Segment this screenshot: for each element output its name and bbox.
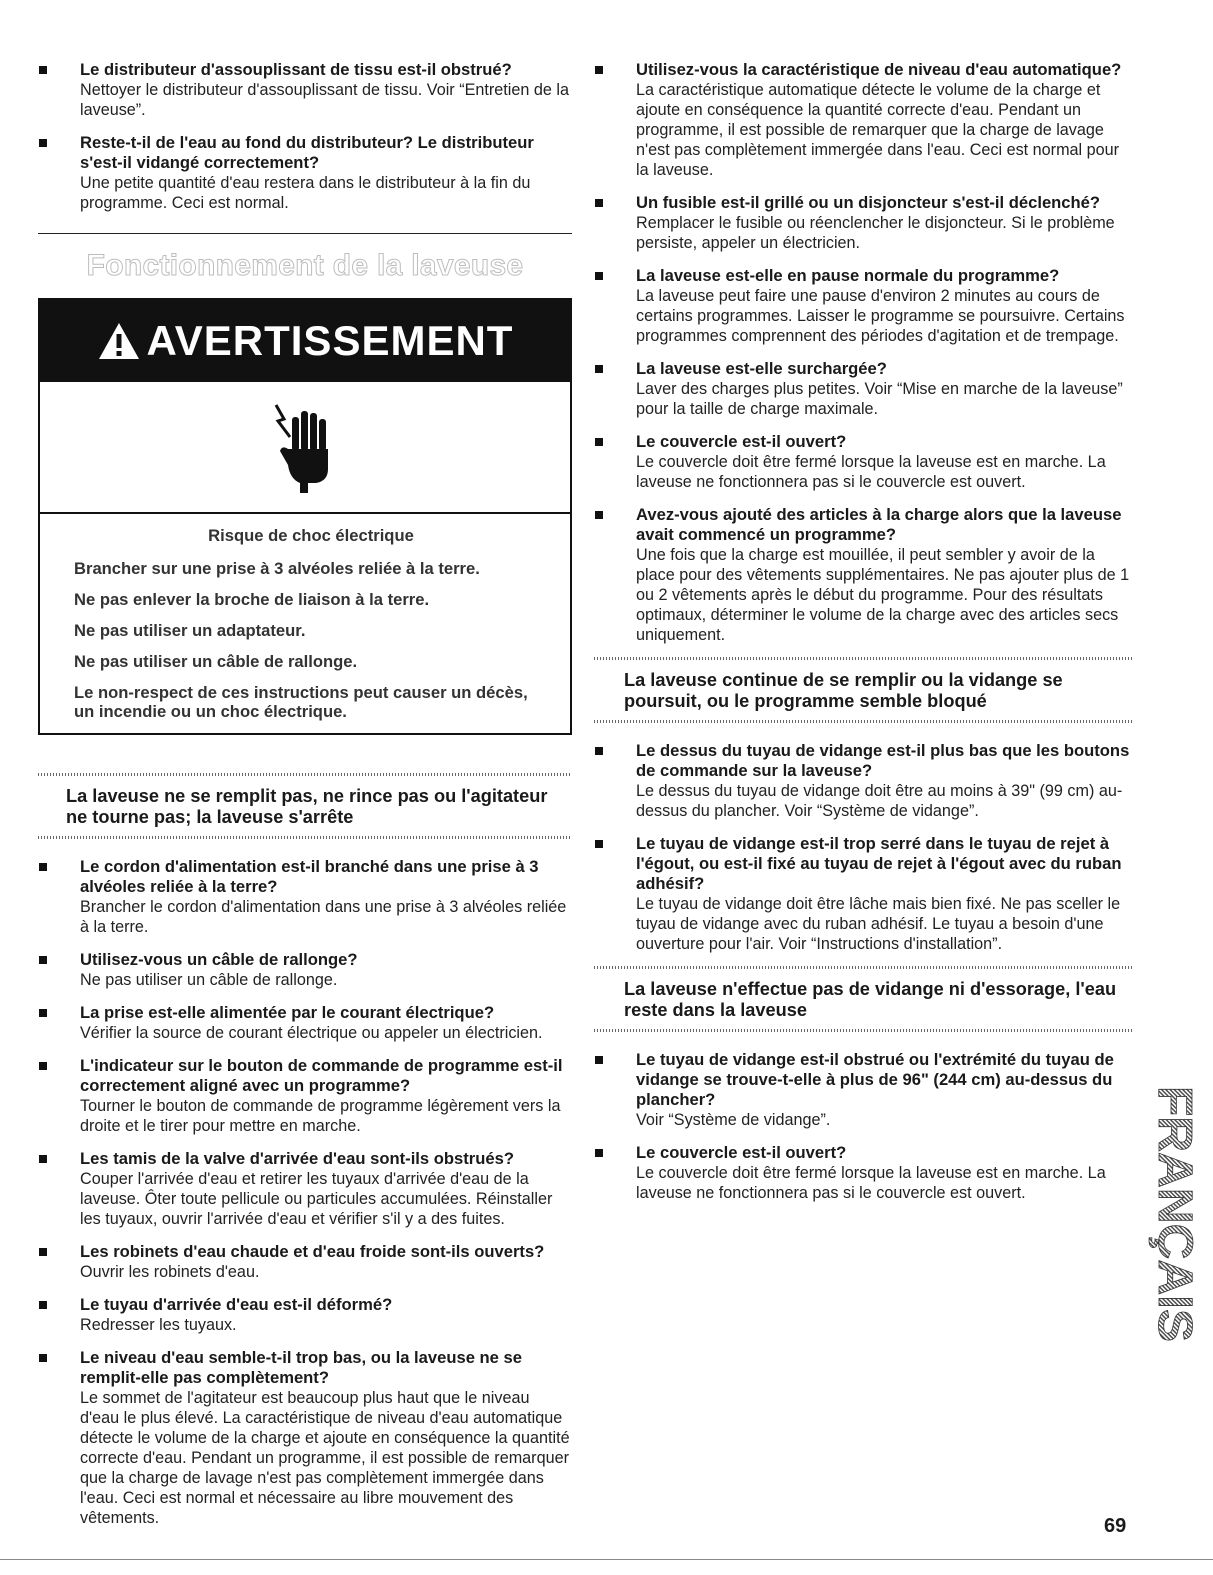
section-divider [594,720,1134,723]
faq-item [594,741,1134,821]
faq-item [594,193,1134,253]
faq-answer: Laver des charges plus petites. Voir “Mise en marche de la laveuse” pour la taille de charge maximale. [636,380,1123,418]
faq-question: Utilisez-vous un câble de rallonge? [80,950,358,969]
faq-question: La laveuse est-elle en pause normale du programme? [636,266,1060,285]
faq-answer: La laveuse peut faire une pause d'environ 2 minutes au cours de certains programmes. Laisser le programme se poursuivre. Certains programmes comprennent des périodes d'agitation et de trempage. [636,287,1125,345]
faq-item [594,359,1134,419]
faq-item [594,505,1134,645]
faq-item [38,950,572,990]
warning-body [40,514,570,733]
faq-question: La laveuse est-elle surchargée? [636,359,887,378]
faq-answer: Le couvercle doit être fermé lorsque la laveuse est en marche. La laveuse ne fonctionnera pas si le couvercle est ouvert. [636,1164,1106,1202]
square-bullet-icon [39,139,47,147]
faq-item [38,1056,572,1136]
section-subheading: La laveuse continue de se remplir ou la vidange se poursuit, ou le programme semble bloqué [624,670,1063,711]
faq-question: Le tuyau d'arrivée d'eau est-il déformé? [80,1295,393,1314]
faq-question: Le dessus du tuyau de vidange est-il plus bas que les boutons de commande sur la laveuse? [636,741,1130,780]
square-bullet-icon [595,272,603,280]
warning-header [40,300,570,382]
language-side-tab [1145,1082,1205,1346]
square-bullet-icon [39,863,47,871]
warning-line: Ne pas utiliser un adaptateur. [74,621,306,640]
faq-item [594,1143,1134,1203]
section-divider [38,836,572,839]
section-subheading: La laveuse n'effectue pas de vidange ni d'essorage, l'eau reste dans la laveuse [624,979,1117,1020]
faq-question: Le distributeur d'assouplissant de tissu est-il obstrué? [80,60,512,79]
faq-question: Le tuyau de vidange est-il obstrué ou l'extrémité du tuyau de vidange se trouve-t-elle à plus de 96" (244 cm) au-dessus du plancher? [636,1050,1114,1109]
faq-item [38,1348,572,1528]
warning-line: Ne pas utiliser un câble de rallonge. [74,652,358,671]
faq-answer: Une fois que la charge est mouillée, il peut sembler y avoir de la place pour des vêtements supplémentaires. Ne pas ajouter plus de 1 ou 2 vêtements après le début du programme. Pour des résultats optimaux, déterminer le volume de la charge avec des articles secs uniquement. [636,546,1130,644]
section-divider [38,233,572,234]
square-bullet-icon [595,438,603,446]
warning-line: Le non-respect de ces instructions peut causer un décès, un incendie ou un choc électrique. [74,683,528,721]
faq-item [594,1050,1134,1130]
faq-item [38,1242,572,1282]
faq-item [594,834,1134,954]
faq-answer: Le sommet de l'agitateur est beaucoup plus haut que le niveau d'eau le plus élevé. La caractéristique de niveau d'eau automatique détecte le volume de la charge et ajoute en conséquence la quantité correcte d'eau. Pendant un programme, il est possible de remarquer que la charge de lavage n'est pas complètement immergée dans l'eau. Ceci est normal et nécessaire au libre mouvement des vêtements. [80,1389,570,1527]
faq-item [38,857,572,937]
faq-question: Le couvercle est-il ouvert? [636,432,847,451]
square-bullet-icon [39,1155,47,1163]
faq-answer: Redresser les tuyaux. [80,1316,237,1334]
faq-item [594,266,1134,346]
faq-item [38,1149,572,1229]
square-bullet-icon [595,199,603,207]
faq-answer: Ouvrir les robinets d'eau. [80,1263,260,1281]
faq-question: Le cordon d'alimentation est-il branché dans une prise à 3 alvéoles reliée à la terre? [80,857,539,896]
left-column [38,60,572,1528]
square-bullet-icon [595,1056,603,1064]
faq-answer: Voir “Système de vidange”. [636,1111,831,1129]
faq-question: Reste-t-il de l'eau au fond du distributeur? Le distributeur s'est-il vidangé correctement? [80,133,534,172]
square-bullet-icon [595,511,603,519]
faq-answer: Ne pas utiliser un câble de rallonge. [80,971,338,989]
square-bullet-icon [595,365,603,373]
warning-line: Brancher sur une prise à 3 alvéoles reliée à la terre. [74,559,480,578]
warning-risk: Risque de choc électrique [208,526,414,545]
faq-question: Le tuyau de vidange est-il trop serré dans le tuyau de rejet à l'égout, ou est-il fixé au tuyau de rejet à l'égout avec du ruban adhésif? [636,834,1122,893]
section-divider [594,1029,1134,1032]
square-bullet-icon [595,66,603,74]
square-bullet-icon [595,840,603,848]
square-bullet-icon [39,1248,47,1256]
electric-shock-icon-panel [40,382,570,514]
section-subheading: La laveuse ne se remplit pas, ne rince pas ou l'agitateur ne tourne pas; la laveuse s'arrête [66,786,548,827]
faq-answer: Brancher le cordon d'alimentation dans une prise à 3 alvéoles reliée à la terre. [80,898,567,936]
faq-question: Les robinets d'eau chaude et d'eau froide sont-ils ouverts? [80,1242,545,1261]
faq-question: Un fusible est-il grillé ou un disjoncteur s'est-il déclenché? [636,193,1101,212]
square-bullet-icon [39,956,47,964]
square-bullet-icon [39,1301,47,1309]
square-bullet-icon [595,747,603,755]
bottom-rule [0,1559,1213,1560]
warning-triangle-icon [97,321,141,361]
faq-question: Les tamis de la valve d'arrivée d'eau sont-ils obstrués? [80,1149,514,1168]
side-tab-label: FRANÇAIS [1148,1086,1201,1334]
faq-question: Utilisez-vous la caractéristique de niveau d'eau automatique? [636,60,1122,79]
square-bullet-icon [39,1062,47,1070]
faq-answer: Une petite quantité d'eau restera dans le distributeur à la fin du programme. Ceci est normal. [80,174,531,212]
faq-question: Le niveau d'eau semble-t-il trop bas, ou la laveuse ne se remplit-elle pas complètement? [80,1348,522,1387]
faq-item [594,60,1134,180]
square-bullet-icon [39,1009,47,1017]
warning-line: Ne pas enlever la broche de liaison à la terre. [74,590,430,609]
faq-question: L'indicateur sur le bouton de commande de programme est-il correctement aligné avec un programme? [80,1056,563,1095]
square-bullet-icon [39,1354,47,1362]
section-title: Fonctionnement de la laveuse [86,249,524,282]
page-number: 69 [1104,1515,1127,1537]
faq-question: Avez-vous ajouté des articles à la charge alors que la laveuse avait commencé un programme? [636,505,1122,544]
faq-answer: La caractéristique automatique détecte le volume de la charge et ajoute en conséquence la quantité correcte d'eau. Pendant un programme, il est possible de remarquer que la charge de lavage n'est pas complètement immergée dans l'eau. Ceci est normal pour la laveuse. [636,81,1120,179]
faq-question: La prise est-elle alimentée par le courant électrique? [80,1003,495,1022]
faq-answer: Vérifier la source de courant électrique ou appeler un électricien. [80,1024,543,1042]
square-bullet-icon [595,1149,603,1157]
right-column [594,60,1134,1203]
warning-heading: AVERTISSEMENT [146,317,514,364]
faq-item [594,432,1134,492]
faq-item [38,1003,572,1043]
faq-answer: Nettoyer le distributeur d'assouplissant de tissu. Voir “Entretien de la laveuse”. [80,81,569,119]
faq-answer: Tourner le bouton de commande de programme légèrement vers la droite et le tirer pour mettre en marche. [80,1097,561,1135]
faq-answer: Couper l'arrivée d'eau et retirer les tuyaux d'arrivée d'eau de la laveuse. Ôter toute pellicule ou particules accumulées. Réinstaller les tuyaux, ouvrir l'arrivée d'eau et vérifier s'il y a des fuites. [80,1170,553,1228]
faq-question: Le couvercle est-il ouvert? [636,1143,847,1162]
faq-answer: Le couvercle doit être fermé lorsque la laveuse est en marche. La laveuse ne fonctionnera pas si le couvercle est ouvert. [636,453,1106,491]
faq-item [38,60,572,120]
faq-answer: Remplacer le fusible ou réenclencher le disjoncteur. Si le problème persiste, appeler un électricien. [636,214,1115,252]
faq-answer: Le dessus du tuyau de vidange doit être au moins à 39" (99 cm) au-dessus du plancher. Voir “Système de vidange”. [636,782,1123,820]
warning-box [38,298,572,735]
square-bullet-icon [39,66,47,74]
faq-item [38,1295,572,1335]
faq-item [38,133,572,213]
faq-answer: Le tuyau de vidange doit être lâche mais bien fixé. Ne pas sceller le tuyau de vidange avec du ruban adhésif. Le tuyau a besoin d'une ouverture pour l'air. Voir “Instructions d'installation”. [636,895,1121,953]
electric-shock-hand-icon [270,399,340,495]
